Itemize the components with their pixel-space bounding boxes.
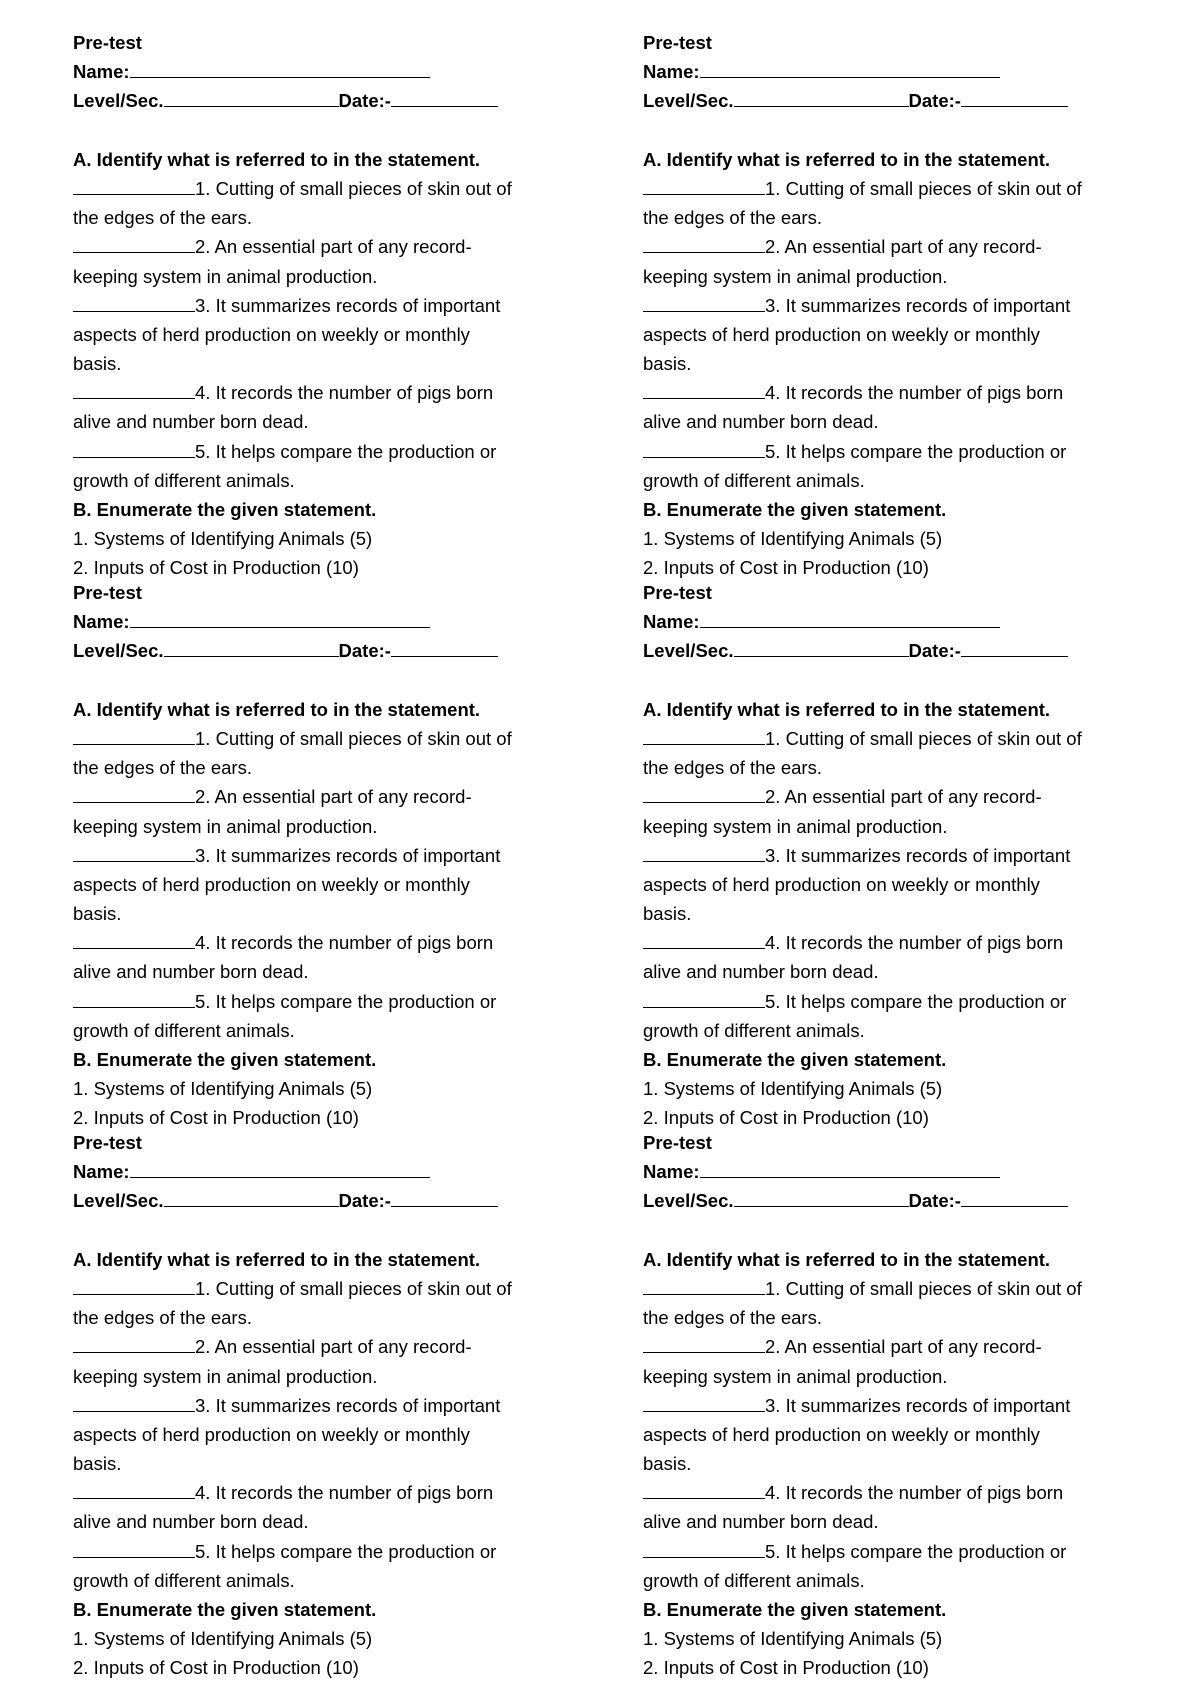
question-text: 4. It records the number of pigs born xyxy=(195,932,494,954)
section-b-item: 2. Inputs of Cost in Production (10) xyxy=(73,557,359,579)
question-text: 5. It helps compare the production or xyxy=(195,990,497,1012)
section-b-heading: B. Enumerate the given statement. xyxy=(73,499,377,520)
name-blank xyxy=(700,59,1000,78)
question-line xyxy=(643,1478,1143,1507)
date-label: Date:- xyxy=(338,1190,391,1212)
question-text: 5. It helps compare the production or xyxy=(765,990,1067,1012)
answer-blank xyxy=(73,234,195,253)
question-line xyxy=(73,1274,573,1303)
spacer xyxy=(73,666,573,695)
question-continuation: alive and number born dead. xyxy=(643,411,879,433)
answer-blank xyxy=(643,380,765,399)
answer-blank xyxy=(73,784,195,803)
quiz-title: Pre-test xyxy=(643,1132,712,1153)
question-line xyxy=(73,232,573,261)
answer-blank xyxy=(643,234,765,253)
question-line xyxy=(643,987,1143,1016)
level-blank xyxy=(734,88,909,107)
level-date-line xyxy=(643,86,1143,115)
section-b-item: 1. Systems of Identifying Animals (5) xyxy=(73,1628,373,1650)
question-line xyxy=(643,1274,1143,1303)
spacer xyxy=(643,1216,1143,1245)
quiz-block xyxy=(73,578,573,1133)
question-text: 3. It summarizes records of important xyxy=(765,844,1071,866)
section-b-item: 1. Systems of Identifying Animals (5) xyxy=(643,528,943,550)
question-line xyxy=(73,174,573,203)
name-line xyxy=(73,607,573,636)
spacer xyxy=(643,666,1143,695)
question-text: 3. It summarizes records of important xyxy=(195,844,501,866)
section-a-items xyxy=(73,174,573,495)
section-a-items xyxy=(643,1274,1143,1595)
section-b-heading: B. Enumerate the given statement. xyxy=(73,1599,377,1620)
question-continuation: basis. xyxy=(643,353,692,375)
question-continuation: keeping system in animal production. xyxy=(73,1365,378,1387)
name-label: Name: xyxy=(73,1161,130,1183)
section-a-heading: A. Identify what is referred to in the statement. xyxy=(73,148,481,170)
answer-blank xyxy=(643,1393,765,1412)
question-text: 5. It helps compare the production or xyxy=(765,440,1067,462)
question-continuation: aspects of herd production on weekly or monthly xyxy=(73,323,470,345)
question-text: 1. Cutting of small pieces of skin out of xyxy=(195,177,512,199)
answer-blank xyxy=(73,1393,195,1412)
quiz-title: Pre-test xyxy=(73,32,142,53)
question-line xyxy=(643,841,1143,870)
date-label: Date:- xyxy=(338,90,391,112)
answer-blank xyxy=(73,1276,195,1295)
question-text: 3. It summarizes records of important xyxy=(195,1394,501,1416)
answer-blank xyxy=(643,293,765,312)
question-continuation: basis. xyxy=(73,353,122,375)
name-line xyxy=(643,607,1143,636)
section-b-heading: B. Enumerate the given statement. xyxy=(643,1599,947,1620)
level-label: Level/Sec. xyxy=(643,640,734,662)
answer-blank xyxy=(73,380,195,399)
question-line xyxy=(643,437,1143,466)
section-b-item: 2. Inputs of Cost in Production (10) xyxy=(643,1657,929,1679)
question-text: 4. It records the number of pigs born xyxy=(765,932,1064,954)
question-text: 5. It helps compare the production or xyxy=(195,440,497,462)
answer-blank xyxy=(643,1334,765,1353)
question-line xyxy=(643,291,1143,320)
question-continuation: aspects of herd production on weekly or monthly xyxy=(643,323,1040,345)
level-label: Level/Sec. xyxy=(73,640,164,662)
question-line xyxy=(643,782,1143,811)
question-line xyxy=(73,928,573,957)
date-blank xyxy=(391,638,498,657)
question-text: 2. An essential part of any record- xyxy=(765,236,1042,258)
answer-blank xyxy=(643,1480,765,1499)
section-b-item: 1. Systems of Identifying Animals (5) xyxy=(643,1628,943,1650)
question-text: 2. An essential part of any record- xyxy=(195,236,472,258)
answer-blank xyxy=(643,784,765,803)
name-line xyxy=(643,1157,1143,1186)
level-blank xyxy=(164,1188,339,1207)
section-b-item: 2. Inputs of Cost in Production (10) xyxy=(643,557,929,579)
question-line xyxy=(643,1537,1143,1566)
question-text: 5. It helps compare the production or xyxy=(765,1540,1067,1562)
level-label: Level/Sec. xyxy=(643,1190,734,1212)
name-line xyxy=(73,1157,573,1186)
answer-blank xyxy=(73,1539,195,1558)
question-continuation: the edges of the ears. xyxy=(73,1307,252,1329)
question-line xyxy=(643,1332,1143,1361)
answer-blank xyxy=(73,930,195,949)
question-continuation: the edges of the ears. xyxy=(643,207,822,229)
question-text: 3. It summarizes records of important xyxy=(765,294,1071,316)
name-blank xyxy=(130,609,430,628)
question-continuation: basis. xyxy=(73,903,122,925)
spacer xyxy=(73,116,573,145)
question-continuation: growth of different animals. xyxy=(73,1569,295,1591)
name-blank xyxy=(130,1159,430,1178)
question-line xyxy=(73,782,573,811)
level-date-line xyxy=(73,636,573,665)
question-continuation: keeping system in animal production. xyxy=(643,265,948,287)
question-continuation: the edges of the ears. xyxy=(73,207,252,229)
answer-blank xyxy=(643,1276,765,1295)
question-line xyxy=(643,174,1143,203)
answer-blank xyxy=(73,843,195,862)
quiz-block xyxy=(643,28,1143,583)
question-line xyxy=(73,1537,573,1566)
date-blank xyxy=(391,1188,498,1207)
question-text: 4. It records the number of pigs born xyxy=(195,1482,494,1504)
question-line xyxy=(73,437,573,466)
question-line xyxy=(73,987,573,1016)
level-label: Level/Sec. xyxy=(643,90,734,112)
question-line xyxy=(73,1391,573,1420)
question-line xyxy=(643,378,1143,407)
level-label: Level/Sec. xyxy=(73,1190,164,1212)
answer-blank xyxy=(73,293,195,312)
question-line xyxy=(643,232,1143,261)
level-label: Level/Sec. xyxy=(73,90,164,112)
date-blank xyxy=(391,88,498,107)
question-continuation: the edges of the ears. xyxy=(643,757,822,779)
question-line xyxy=(73,724,573,753)
answer-blank xyxy=(643,1539,765,1558)
answer-blank xyxy=(643,726,765,745)
question-line xyxy=(73,291,573,320)
question-continuation: keeping system in animal production. xyxy=(643,815,948,837)
date-blank xyxy=(961,1188,1068,1207)
quiz-block xyxy=(73,1128,573,1683)
quiz-title: Pre-test xyxy=(643,32,712,53)
question-continuation: aspects of herd production on weekly or monthly xyxy=(73,873,470,895)
question-line xyxy=(643,928,1143,957)
date-label: Date:- xyxy=(908,1190,961,1212)
quiz-block xyxy=(643,578,1143,1133)
question-continuation: alive and number born dead. xyxy=(643,1511,879,1533)
name-label: Name: xyxy=(73,611,130,633)
question-continuation: aspects of herd production on weekly or monthly xyxy=(73,1423,470,1445)
question-continuation: basis. xyxy=(73,1453,122,1475)
section-a-items xyxy=(73,1274,573,1595)
level-date-line xyxy=(643,1186,1143,1215)
question-text: 2. An essential part of any record- xyxy=(195,786,472,808)
question-continuation: growth of different animals. xyxy=(643,1569,865,1591)
date-blank xyxy=(961,88,1068,107)
spacer xyxy=(73,1216,573,1245)
question-continuation: alive and number born dead. xyxy=(73,411,309,433)
name-label: Name: xyxy=(643,611,700,633)
question-continuation: alive and number born dead. xyxy=(643,961,879,983)
question-text: 1. Cutting of small pieces of skin out of xyxy=(765,727,1082,749)
answer-blank xyxy=(643,989,765,1008)
question-text: 1. Cutting of small pieces of skin out of xyxy=(765,177,1082,199)
question-text: 2. An essential part of any record- xyxy=(195,1336,472,1358)
question-continuation: alive and number born dead. xyxy=(73,1511,309,1533)
answer-blank xyxy=(73,439,195,458)
section-a-items xyxy=(643,724,1143,1045)
question-line xyxy=(73,378,573,407)
question-continuation: alive and number born dead. xyxy=(73,961,309,983)
section-b-item: 2. Inputs of Cost in Production (10) xyxy=(643,1107,929,1129)
answer-blank xyxy=(643,439,765,458)
question-line xyxy=(73,1332,573,1361)
section-a-heading: A. Identify what is referred to in the statement. xyxy=(643,698,1051,720)
quiz-title: Pre-test xyxy=(73,1132,142,1153)
level-blank xyxy=(734,1188,909,1207)
answer-blank xyxy=(643,930,765,949)
question-text: 4. It records the number of pigs born xyxy=(765,1482,1064,1504)
name-line xyxy=(643,57,1143,86)
section-b-item: 2. Inputs of Cost in Production (10) xyxy=(73,1657,359,1679)
question-continuation: growth of different animals. xyxy=(643,469,865,491)
name-blank xyxy=(130,59,430,78)
section-b-item: 1. Systems of Identifying Animals (5) xyxy=(643,1078,943,1100)
section-a-heading: A. Identify what is referred to in the statement. xyxy=(643,1248,1051,1270)
answer-blank xyxy=(73,176,195,195)
date-blank xyxy=(961,638,1068,657)
name-blank xyxy=(700,609,1000,628)
level-blank xyxy=(734,638,909,657)
question-line xyxy=(643,1391,1143,1420)
answer-blank xyxy=(643,843,765,862)
level-blank xyxy=(164,638,339,657)
question-text: 2. An essential part of any record- xyxy=(765,1336,1042,1358)
date-label: Date:- xyxy=(338,640,391,662)
date-label: Date:- xyxy=(908,90,961,112)
question-continuation: growth of different animals. xyxy=(643,1019,865,1041)
name-label: Name: xyxy=(643,61,700,83)
level-blank xyxy=(164,88,339,107)
name-blank xyxy=(700,1159,1000,1178)
question-text: 5. It helps compare the production or xyxy=(195,1540,497,1562)
section-a-heading: A. Identify what is referred to in the statement. xyxy=(73,698,481,720)
question-text: 1. Cutting of small pieces of skin out of xyxy=(195,1277,512,1299)
question-text: 1. Cutting of small pieces of skin out of xyxy=(765,1277,1082,1299)
section-b-item: 2. Inputs of Cost in Production (10) xyxy=(73,1107,359,1129)
level-date-line xyxy=(73,1186,573,1215)
spacer xyxy=(643,116,1143,145)
question-continuation: the edges of the ears. xyxy=(643,1307,822,1329)
question-text: 2. An essential part of any record- xyxy=(765,786,1042,808)
name-line xyxy=(73,57,573,86)
quiz-title: Pre-test xyxy=(73,582,142,603)
section-a-items xyxy=(73,724,573,1045)
question-text: 4. It records the number of pigs born xyxy=(195,382,494,404)
answer-blank xyxy=(73,726,195,745)
quiz-title: Pre-test xyxy=(643,582,712,603)
answer-blank xyxy=(643,176,765,195)
name-label: Name: xyxy=(643,1161,700,1183)
answer-blank xyxy=(73,1334,195,1353)
question-text: 1. Cutting of small pieces of skin out of xyxy=(195,727,512,749)
section-a-heading: A. Identify what is referred to in the statement. xyxy=(643,148,1051,170)
question-continuation: keeping system in animal production. xyxy=(73,265,378,287)
question-line xyxy=(73,841,573,870)
quiz-block xyxy=(73,28,573,583)
section-b-heading: B. Enumerate the given statement. xyxy=(73,1049,377,1070)
question-continuation: aspects of herd production on weekly or monthly xyxy=(643,873,1040,895)
question-line xyxy=(73,1478,573,1507)
question-continuation: basis. xyxy=(643,1453,692,1475)
level-date-line xyxy=(643,636,1143,665)
section-b-heading: B. Enumerate the given statement. xyxy=(643,499,947,520)
question-continuation: basis. xyxy=(643,903,692,925)
question-continuation: growth of different animals. xyxy=(73,1019,295,1041)
quiz-block xyxy=(643,1128,1143,1683)
section-b-item: 1. Systems of Identifying Animals (5) xyxy=(73,1078,373,1100)
question-continuation: the edges of the ears. xyxy=(73,757,252,779)
question-continuation: growth of different animals. xyxy=(73,469,295,491)
answer-blank xyxy=(73,1480,195,1499)
question-continuation: keeping system in animal production. xyxy=(643,1365,948,1387)
name-label: Name: xyxy=(73,61,130,83)
section-b-item: 1. Systems of Identifying Animals (5) xyxy=(73,528,373,550)
question-text: 4. It records the number of pigs born xyxy=(765,382,1064,404)
question-line xyxy=(643,724,1143,753)
section-b-heading: B. Enumerate the given statement. xyxy=(643,1049,947,1070)
answer-blank xyxy=(73,989,195,1008)
question-text: 3. It summarizes records of important xyxy=(195,294,501,316)
section-a-items xyxy=(643,174,1143,495)
level-date-line xyxy=(73,86,573,115)
section-a-heading: A. Identify what is referred to in the statement. xyxy=(73,1248,481,1270)
question-continuation: keeping system in animal production. xyxy=(73,815,378,837)
question-continuation: aspects of herd production on weekly or monthly xyxy=(643,1423,1040,1445)
date-label: Date:- xyxy=(908,640,961,662)
question-text: 3. It summarizes records of important xyxy=(765,1394,1071,1416)
